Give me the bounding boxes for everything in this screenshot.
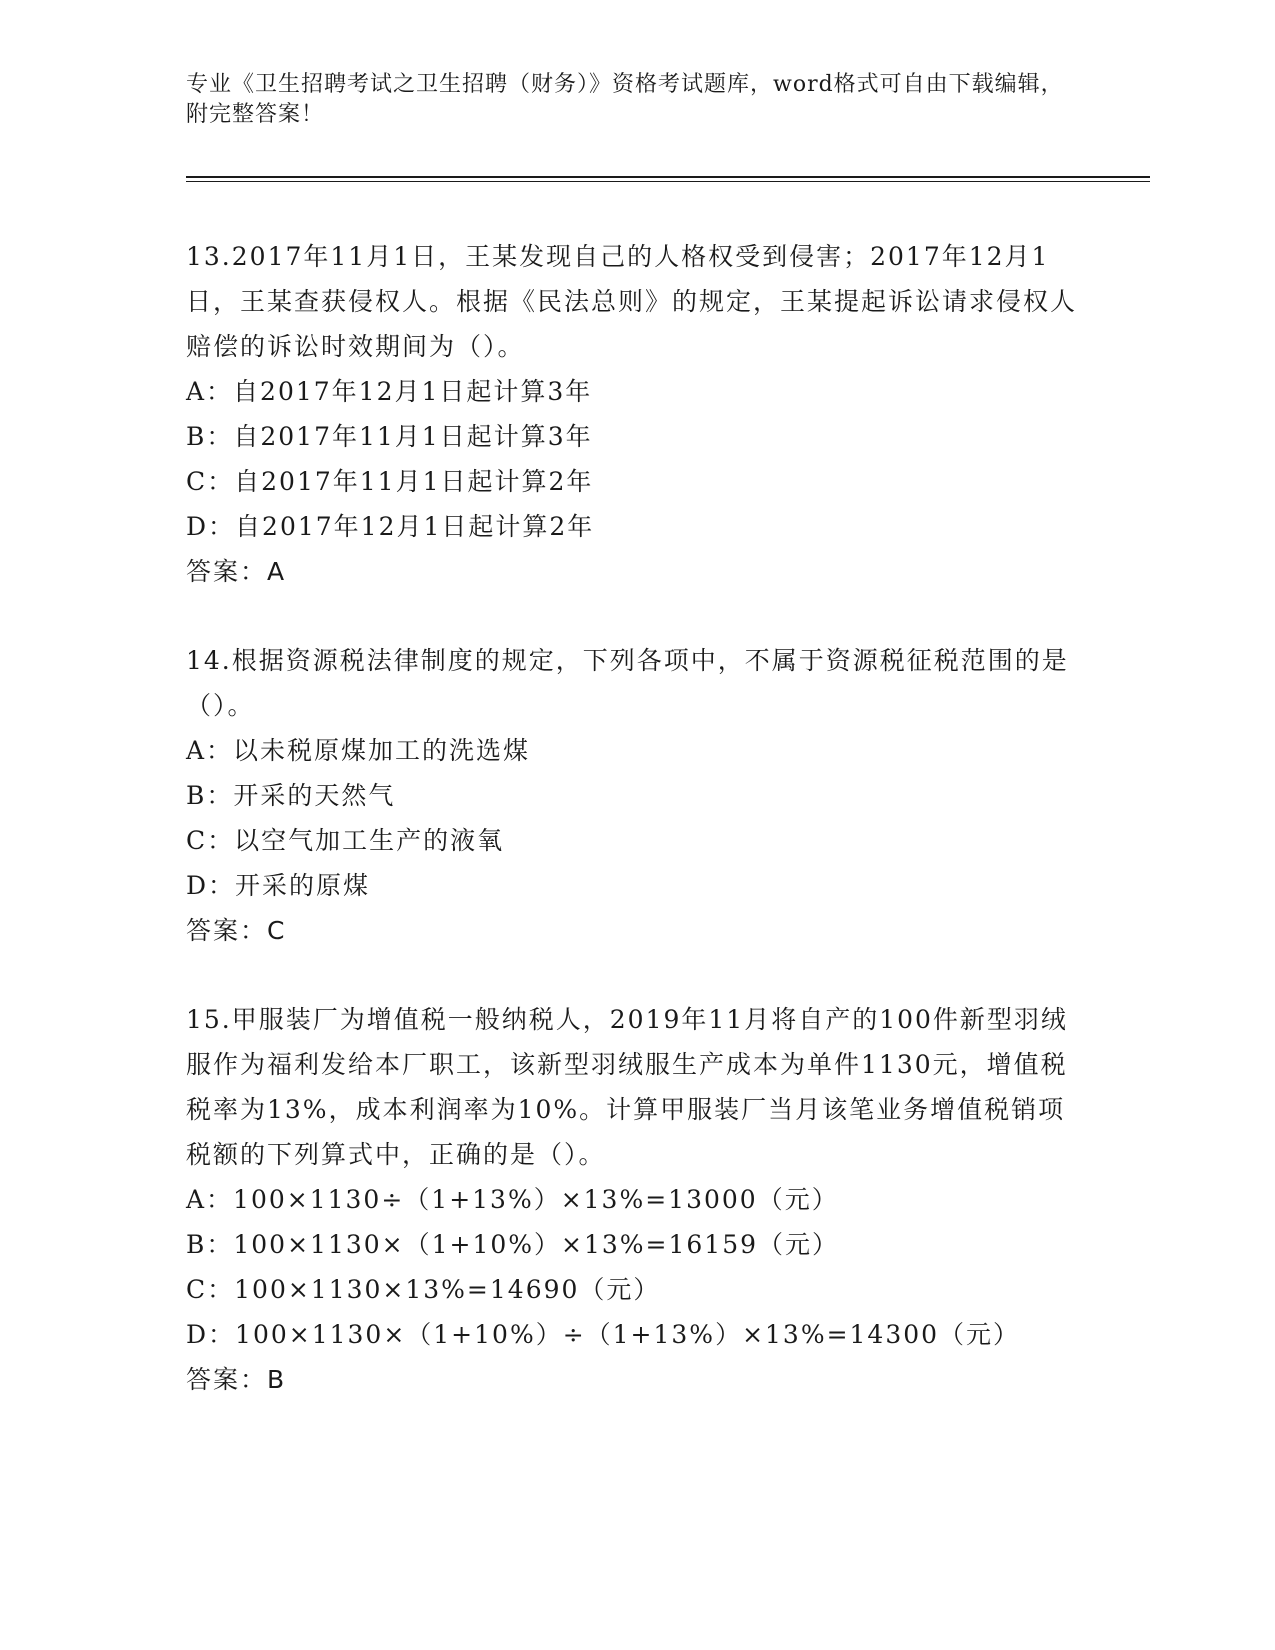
answer-line: 答案：C — [186, 916, 287, 945]
question-stem: 14.根据资源税法律制度的规定，下列各项中，不属于资源税征税范围的是（）。 — [186, 646, 1069, 720]
header-divider-thin — [186, 181, 1150, 182]
option-a: A：100×1130÷（1+13%）×13%=13000（元） — [186, 1185, 839, 1214]
option-a: A：自2017年12月1日起计算3年 — [186, 377, 593, 406]
answer-line: 答案：A — [186, 557, 287, 586]
question-list — [186, 234, 1086, 1446]
option-d: D：100×1130×（1+10%）÷（1+13%）×13%=14300（元） — [186, 1320, 1021, 1349]
option-a: A：以未税原煤加工的洗选煤 — [186, 736, 531, 765]
option-c: C：以空气加工生产的液氧 — [186, 826, 505, 855]
option-c: C：100×1130×13%=14690（元） — [186, 1275, 661, 1304]
option-b: B：开采的天然气 — [186, 781, 396, 810]
option-d: D：自2017年12月1日起计算2年 — [186, 512, 595, 541]
question-15 — [186, 997, 1086, 1402]
question-stem: 13.2017年11月1日，王某发现自己的人格权受到侵害；2017年12月1日，王某查获侵权人。根据《民法总则》的规定，王某提起诉讼请求侵权人赔偿的诉讼时效期间为（）。 — [186, 242, 1078, 361]
answer-line: 答案：B — [186, 1365, 287, 1394]
option-c: C：自2017年11月1日起计算2年 — [186, 467, 594, 496]
question-stem: 15.甲服装厂为增值税一般纳税人，2019年11月将自产的100件新型羽绒服作为福利发给本厂职工，该新型羽绒服生产成本为单件1130元，增值税税率为13%，成本利润率为10%。计算甲服装厂当月该笔业务增值税销项税额的下列算式中，正确的是（）。 — [186, 1005, 1068, 1169]
header-divider-thick — [186, 176, 1150, 178]
option-b: B：自2017年11月1日起计算3年 — [186, 422, 593, 451]
option-d: D：开采的原煤 — [186, 871, 371, 900]
question-13 — [186, 234, 1086, 594]
option-b: B：100×1130×（1+10%）×13%=16159（元） — [186, 1230, 840, 1259]
question-14 — [186, 638, 1086, 953]
document-header — [186, 70, 1086, 130]
header-text: 专业《卫生招聘考试之卫生招聘（财务）》资格考试题库，word格式可自由下载编辑，附完整答案！ — [186, 72, 1064, 127]
